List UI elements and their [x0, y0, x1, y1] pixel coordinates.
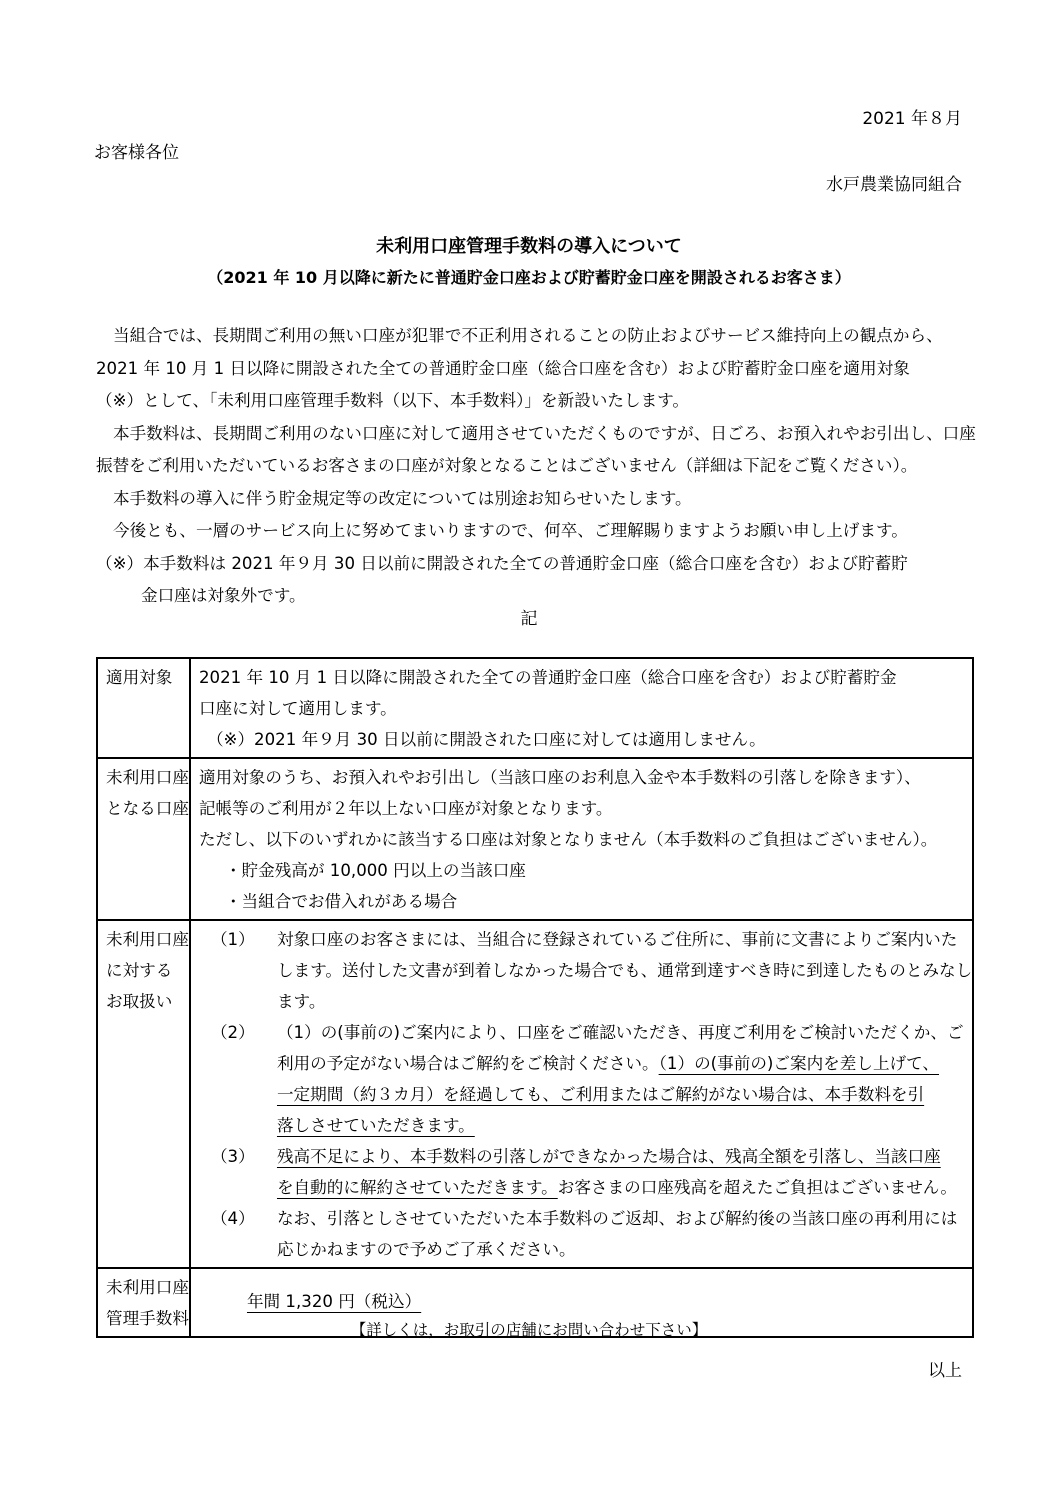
item-line [277, 1048, 972, 1079]
row-content [190, 758, 973, 920]
contact-note: 【詳しくは，お取引の店舗にお問い合わせ下さい】 [350, 1321, 708, 1339]
table-row [97, 658, 973, 758]
item-line [277, 1172, 972, 1203]
document-subtitle: （2021 年 10 月以降に新たに普通貯金口座および貯蓄貯金口座を開設されるお客さま） [207, 268, 851, 287]
numbered-item [199, 1203, 972, 1265]
underlined-line: 一定期間（約３カ月）を経過しても、ご利用またはご解約がない場合は、本手数料を引 [276, 1085, 925, 1104]
underlined-text: （1）の(事前の)ご案内を差し上げて、 [658, 1054, 939, 1073]
item-line: 応じかねますので予めご了承ください。 [276, 1240, 576, 1259]
content-line: 適用対象のうち、お預入れやお引出し（当該口座のお利息入金や本手数料の引落しを除きます）、 [198, 768, 921, 787]
row-label-line: 未利用口座 [106, 768, 189, 787]
document-date: 2021 年８月 [862, 109, 962, 129]
content-line: 2021 年 10 月 1 日以降に開設された全ての普通貯金口座（総合口座を含む）および貯蓄貯金 [198, 668, 897, 687]
item-line: 対象口座のお客さまには、当組合に登録されているご住所に、事前に文書によりご案内いた [276, 930, 958, 949]
annual-fee: 年間 1,320 円（税込） [246, 1292, 422, 1311]
body-line: 2021 年 10 月 1 日以降に開設された全ての普通貯金口座（総合口座を含む）および貯蓄貯金口座を適用対象 [96, 358, 910, 378]
row-label-line: に対する [106, 961, 173, 980]
item-text: 利用の予定がない場合はご解約をご検討ください。 [276, 1054, 659, 1073]
numbered-item [199, 1141, 972, 1203]
item-number: （2） [210, 1023, 255, 1042]
body-note: （※）本手数料は 2021 年９月 30 日以前に開設された全ての普通貯金口座（総合口座を含む）および貯蓄貯 [96, 553, 908, 573]
addressee: お客様各位 [94, 143, 179, 163]
row-label-line: となる口座 [106, 799, 189, 818]
item-number: （4） [210, 1209, 255, 1228]
closing-mark: 以上 [928, 1361, 962, 1381]
table-row [97, 758, 973, 920]
details-table [96, 657, 974, 1338]
item-line: ます。 [276, 992, 326, 1011]
row-content [190, 658, 973, 758]
numbered-item [199, 924, 972, 1017]
row-label [97, 758, 190, 920]
row-label-line: 未利用口座 [106, 1278, 189, 1297]
row-label-line: 管理手数料 [106, 1309, 189, 1328]
content-line: （※）2021 年９月 30 日以前に開設された口座に対しては適用しません。 [206, 730, 766, 749]
underlined-line: 落しさせていただきます。 [276, 1116, 475, 1135]
content-line: ただし、以下のいずれかに該当する口座は対象となりません（本手数料のご負担はございません）。 [198, 830, 938, 849]
document-title: 未利用口座管理手数料の導入について [376, 236, 682, 257]
body-line: 本手数料の導入に伴う貯金規定等の改定については別途お知らせいたします。 [113, 488, 692, 508]
body-note: 金口座は対象外です。 [141, 586, 306, 605]
body-line: 今後とも、一層のサービス向上に努めてまいりますので、何卒、ご理解賜りますようお願い申し上げます。 [113, 521, 908, 540]
body-line: 本手数料は、長期間ご利用のない口座に対して適用させていただくものですが、日ごろ、お預入れやお引出し、口座 [113, 423, 976, 443]
bullet-item: ・貯金残高が 10,000 円以上の当該口座 [224, 861, 526, 880]
row-label [97, 920, 190, 1268]
row-label-line: お取扱い [106, 992, 173, 1011]
content-line: 口座に対して適用します。 [198, 699, 397, 718]
item-line: （1）の(事前の)ご案内により、口座をご確認いただき、再度ご利用をご検討いただくか、ご [276, 1023, 964, 1042]
item-text: お客さまの口座残高を超えたご負担はございません。 [557, 1178, 957, 1197]
body-line: 当組合では、長期間ご利用の無い口座が犯罪で不正利用されることの防止およびサービス維持向上の観点から、 [113, 326, 943, 345]
item-line: します。送付した文書が到着しなかった場合でも、通常到達すべき時に到達したものとみなし [276, 961, 973, 980]
body-line: （※）として、「未利用口座管理手数料（以下、本手数料）」を新設いたします。 [96, 391, 690, 410]
table-row [97, 920, 973, 1268]
item-line: なお、引落としさせていただいた本手数料のご返却、および解約後の当該口座の再利用には [276, 1209, 958, 1228]
sender-organization: 水戸農業協同組合 [826, 175, 962, 195]
row-content [190, 920, 973, 1268]
body-text [96, 320, 976, 613]
row-label-line: 適用対象 [106, 668, 173, 687]
ki-heading: 記 [520, 609, 538, 629]
item-number: （3） [210, 1147, 255, 1166]
row-label-line: 未利用口座 [106, 930, 189, 949]
row-label [97, 658, 190, 758]
underlined-text: を自動的に解約させていただきます。 [276, 1178, 558, 1197]
item-number: （1） [210, 930, 255, 949]
numbered-item [199, 1017, 972, 1141]
underlined-line: 残高不足により、本手数料の引落しができなかった場合は、残高全額を引落し、当該口座 [276, 1147, 941, 1166]
content-line: 記帳等のご利用が２年以上ない口座が対象となります。 [198, 799, 613, 818]
bullet-item: ・当組合でお借入れがある場合 [224, 892, 458, 911]
body-line: 振替をご利用いただいているお客さまの口座が対象となることはございません（詳細は下記をご覧ください）。 [96, 456, 918, 475]
